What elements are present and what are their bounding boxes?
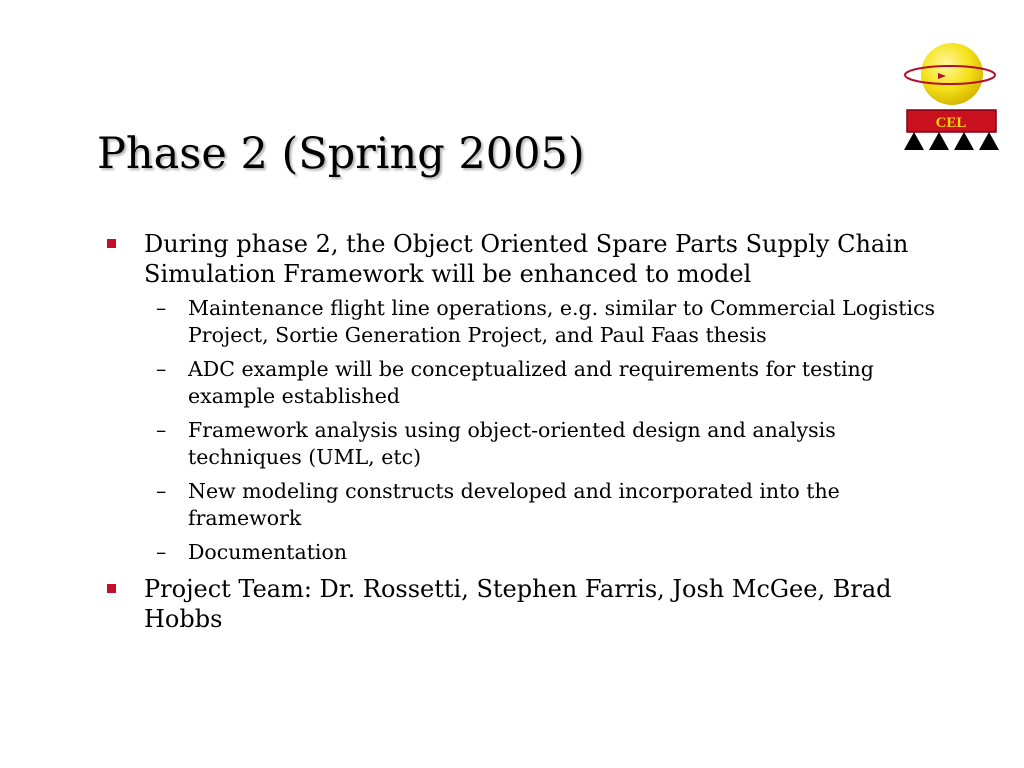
slide-content [104, 229, 944, 634]
slide-title: Phase 2 (Spring 2005) [97, 129, 585, 179]
bullet-text: Project Team: Dr. Rossetti, Stephen Farris, Josh McGee, Brad Hobbs [144, 575, 892, 633]
cel-globe-icon [900, 40, 1004, 156]
sub-bullet-item [156, 478, 944, 532]
dash-bullet-icon: – [156, 296, 167, 320]
triangle-4 [979, 132, 999, 150]
bullet-text: During phase 2, the Object Oriented Spare Parts Supply Chain Simulation Framework will be enhanced to model [144, 230, 909, 288]
dash-bullet-icon: – [156, 479, 167, 503]
logo-text: CEL [935, 115, 967, 131]
triangle-2 [929, 132, 949, 150]
cel-logo-icon [900, 40, 1004, 156]
sub-bullet-text: Maintenance flight line operations, e.g. similar to Commercial Logistics Project, Sortie Generation Project, and Paul Faas thesis [188, 296, 936, 347]
bullet-item [104, 229, 944, 289]
sub-bullet-item [156, 417, 944, 471]
bullet-item [104, 574, 944, 634]
sub-bullet-list [104, 295, 944, 566]
sub-bullet-item [156, 356, 944, 410]
sub-bullet-text: Documentation [188, 540, 348, 564]
globe-shape [921, 43, 983, 105]
square-bullet-icon [107, 239, 116, 248]
sub-bullet-text: ADC example will be conceptualized and requirements for testing example established [188, 357, 874, 408]
dash-bullet-icon: – [156, 357, 167, 381]
dash-bullet-icon: – [156, 418, 167, 442]
sub-bullet-text: New modeling constructs developed and incorporated into the framework [188, 479, 840, 530]
sub-bullet-item [156, 295, 944, 349]
dash-bullet-icon: – [156, 540, 167, 564]
triangle-3 [954, 132, 974, 150]
sub-bullet-item [156, 539, 944, 566]
sub-bullet-text: Framework analysis using object-oriented design and analysis techniques (UML, etc) [188, 418, 836, 469]
square-bullet-icon [107, 584, 116, 593]
triangle-1 [904, 132, 924, 150]
